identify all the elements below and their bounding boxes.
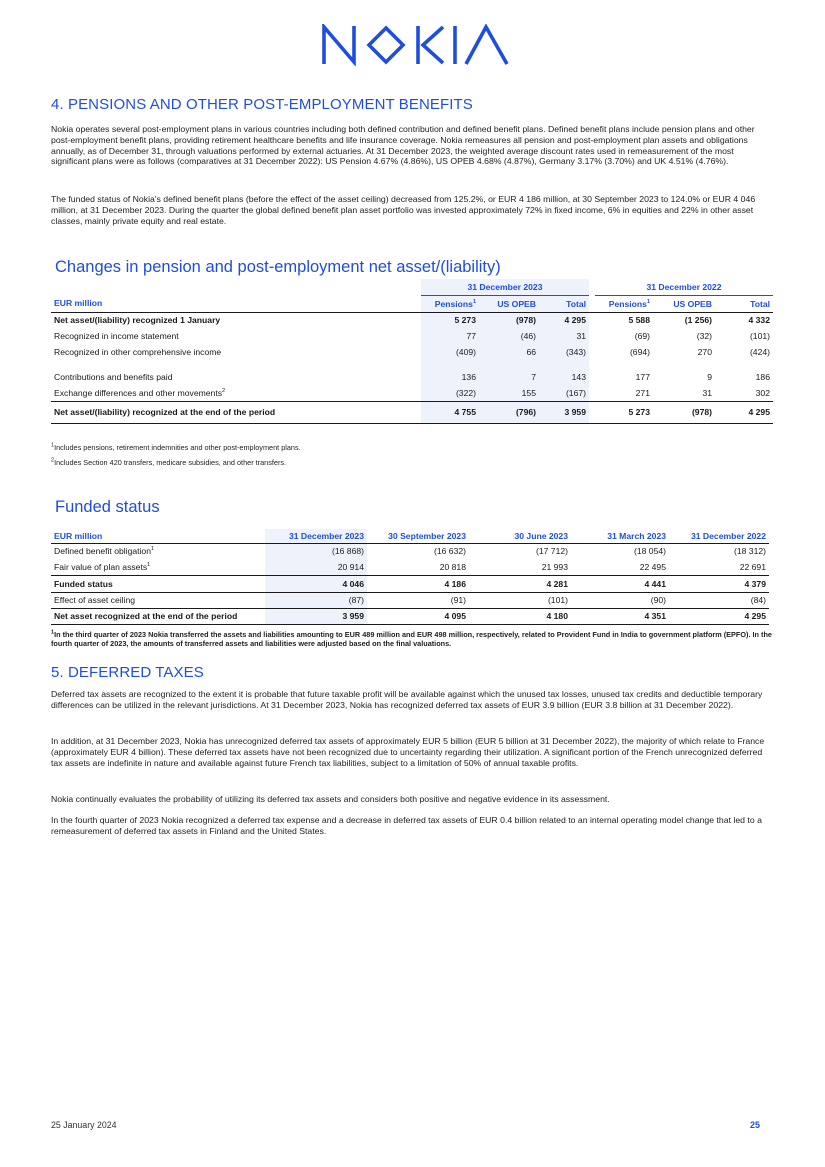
pension-footnote-1: $^1$Includes pensions, retirement indemnities and other post-employment plans. bbox=[51, 442, 301, 452]
column-header-total-2022: Total bbox=[750, 298, 770, 309]
table-row: Fair value of plan assets$^1$ 20 914 20 818 21 993 22 495 22 691 bbox=[51, 559, 769, 575]
section-5-title: 5. DEFERRED TAXES bbox=[51, 664, 204, 681]
nokia-logo bbox=[321, 24, 511, 66]
column-header-opeb-2023: US OPEB bbox=[479, 295, 539, 312]
section-5-paragraph-1: Deferred tax assets are recognized to the extent it is probable that future taxable profit will be available against which the unused tax losses, unused tax credits and deductible temporary differences can be utilized in the relevant jurisdictions. At 31 December 2023, Nokia has recognized deferred tax assets of EUR 3.9 billion (EUR 3.8 billion at 31 December 2022). bbox=[51, 689, 763, 710]
table-row: Contributions and benefits paid 136 7 143 177 9 186 bbox=[51, 369, 773, 385]
footer-date: 25 January 2024 bbox=[51, 1120, 117, 1130]
section-5-paragraph-4: In the fourth quarter of 2023 Nokia recognized a deferred tax expense and a decrease in deferred tax assets of EUR 0.4 billion related to an internal operating model change that led to a remeasurement of deferred tax assets in Finland and the United States. bbox=[51, 815, 762, 836]
page-number: 25 bbox=[750, 1120, 761, 1130]
pension-footnote-2: $^2$Includes Section 420 transfers, medicare subsidies, and other transfers. bbox=[51, 457, 287, 467]
column-header-mar-2023: 31 March 2023 bbox=[607, 530, 666, 541]
column-header-pensions-2023: Pensions$^1$ bbox=[421, 295, 479, 312]
column-header-total-2023: Total bbox=[539, 295, 589, 312]
section-4-paragraph-2: The funded status of Nokia's defined benefit plans (before the effect of the asset ceiling) decreased from 125.2%, or EUR 4 186 million, at 30 September 2023 to 124.0% or EUR 4 046 million, at 31 December 2023. During the quarter the global defined benefit plan asset portfolio was invested approximately 72% in fixed income, 6% in equities and 22% in other asset classes, mainly private equity and real estate. bbox=[51, 194, 756, 226]
table-row: Recognized in income statement 77 (46) 31 (69) (32) (101) bbox=[51, 328, 773, 344]
pension-changes-table bbox=[51, 279, 773, 424]
column-header-jun-2023: 30 June 2023 bbox=[514, 530, 568, 541]
section-5-paragraph-3: Nokia continually evaluates the probability of utilizing its deferred tax assets and considers both positive and negative evidence in its assessment. bbox=[51, 794, 610, 804]
table-row: Exchange differences and other movements$^2$ (322) 155 (167) 271 31 302 bbox=[51, 385, 773, 401]
column-header-dec-2022: 31 December 2022 bbox=[690, 530, 766, 541]
section-4-paragraph-1: Nokia operates several post-employment plans in various countries including both defined contribution and defined benefit plans. Defined benefit plans include pension plans and other post-employment benefit plans, providing retirement healthcare benefits and life insurance coverage. Nokia remeasures all pension and post-employment plan assets and obligations annually, as of December 31, through valuations performed by external actuaries. At 31 December 2023, the weighted average discount rates used in remeasurement of the most significant plans were as follows (comparatives at 31 December 2022): US Pension 4.67% (4.86%), US OPEB 4.68% (4.87%), Germany 3.17% (3.70%) and UK 4.51% (4.76%). bbox=[51, 124, 755, 167]
column-header-label: EUR million bbox=[54, 298, 103, 309]
column-header-sep-2023: 30 September 2023 bbox=[388, 530, 466, 541]
funded-status-table bbox=[51, 529, 769, 625]
table-row: Recognized in other comprehensive income (409) 66 (343) (694) 270 (424) bbox=[51, 344, 773, 360]
pension-changes-table-title: Changes in pension and post-employment net asset/(liability) bbox=[55, 258, 501, 276]
table-row-total: Net asset/(liability) recognized at the end of the period 4 755 (796) 3 959 5 273 (978) 4 295 bbox=[51, 401, 773, 423]
column-header-pensions-2022: Pensions$^1$ bbox=[608, 298, 650, 309]
column-header-opeb-2022: US OPEB bbox=[673, 298, 712, 309]
funded-status-footnote: $^1$In the third quarter of 2023 Nokia transferred the assets and liabilities amounting to EUR 489 million and EUR 498 million, respectively, related to Provident Fund in India to government platform (EPFO). In the fourth quarter of 2023, the amounts of transferred assets and liabilities were adjusted based on the final valuations. bbox=[51, 629, 772, 649]
group-header-2023: 31 December 2023 bbox=[421, 279, 589, 295]
group-header-2022: 31 December 2022 bbox=[595, 279, 773, 295]
table-row: Funded status 4 046 4 186 4 281 4 441 4 379 bbox=[51, 575, 769, 592]
section-5-paragraph-2: In addition, at 31 December 2023, Nokia has unrecognized deferred tax assets of approximately EUR 5 billion (EUR 5 billion at 31 December 2022), the majority of which relate to France (approximately EUR 4 billion). These deferred tax assets have not been recognized due to uncertainty regarding their utilization. A significant portion of the French unrecognized deferred tax assets are indefinite in nature and available against future French tax liabilities, subject to a limitation of 50% of annual taxable profits. bbox=[51, 736, 765, 768]
table-row: Net asset/(liability) recognized 1 January 5 273 (978) 4 295 5 588 (1 256) 4 332 bbox=[51, 312, 773, 328]
funded-status-table-title: Funded status bbox=[55, 498, 160, 516]
section-4-title: 4. PENSIONS AND OTHER POST-EMPLOYMENT BENEFITS bbox=[51, 96, 473, 113]
table-row: Effect of asset ceiling (87) (91) (101) (90) (84) bbox=[51, 592, 769, 608]
column-header-label: EUR million bbox=[54, 530, 103, 541]
column-header-dec-2023: 31 December 2023 bbox=[265, 529, 367, 543]
table-row: Defined benefit obligation$^1$ (16 868) (16 632) (17 712) (18 054) (18 312) bbox=[51, 543, 769, 559]
table-row-total: Net asset recognized at the end of the period 3 959 4 095 4 180 4 351 4 295 bbox=[51, 608, 769, 624]
